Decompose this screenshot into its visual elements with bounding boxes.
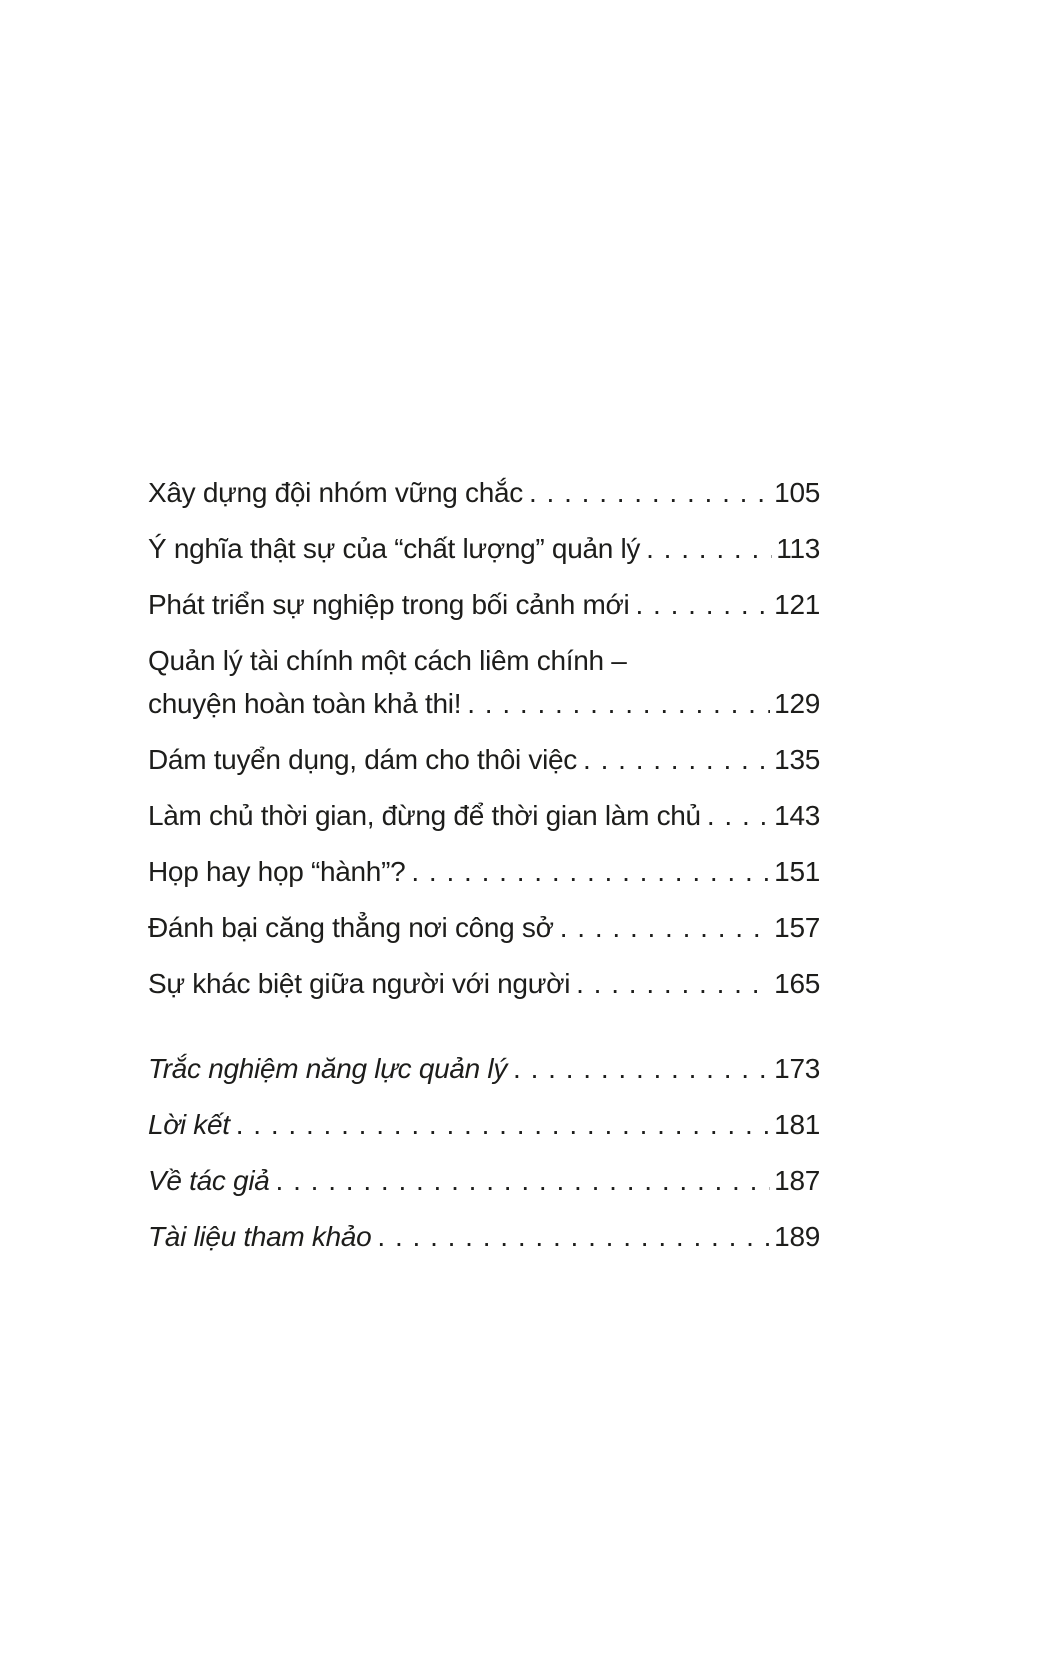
toc-entry-page: 113: [776, 533, 820, 564]
dot-leader: [635, 590, 770, 620]
toc-entry: [148, 913, 820, 943]
toc-entry-title: Sự khác biệt giữa người với người: [148, 968, 571, 999]
dot-leader: [646, 534, 772, 564]
dot-leader: [583, 745, 770, 775]
toc-entry: [148, 478, 820, 508]
toc-entry-title: Xây dựng đội nhóm vững chắc: [148, 477, 523, 508]
toc-entry: [148, 1054, 820, 1084]
dot-leader: [276, 1166, 771, 1196]
toc-entry-page: 165: [774, 968, 820, 999]
toc-entry-page: 151: [774, 856, 820, 887]
toc-entry: [148, 1222, 820, 1252]
toc-entry-title: Ý nghĩa thật sự của “chất lượng” quản lý: [148, 533, 641, 564]
toc-entry: [148, 590, 820, 620]
toc-entry-title: Đánh bại căng thẳng nơi công sở: [148, 912, 554, 943]
dot-leader: [513, 1054, 770, 1084]
toc-entry-page: 135: [774, 744, 820, 775]
toc-entry-page: 157: [774, 912, 820, 943]
toc-entry-page: 143: [774, 800, 820, 831]
toc-entry-line2: [148, 689, 820, 719]
toc-entry: [148, 801, 820, 831]
toc-entry: [148, 1166, 820, 1196]
toc-entry-title: Dám tuyển dụng, dám cho thôi việc: [148, 744, 578, 775]
toc-entry-title: Phát triển sự nghiệp trong bối cảnh mới: [148, 589, 630, 620]
toc-entry-page: 181: [774, 1109, 820, 1140]
toc-entry-page: 129: [774, 688, 820, 719]
toc-entry-line1: [148, 646, 820, 676]
dot-leader: [529, 478, 770, 508]
toc-entry-page: 187: [774, 1165, 820, 1196]
toc-entry: [148, 1110, 820, 1140]
toc-entry-title: Tài liệu tham khảo: [148, 1221, 372, 1252]
dot-leader: [576, 969, 770, 999]
dot-leader: [377, 1222, 770, 1252]
dot-leader: [560, 913, 770, 943]
toc-entry-title: Họp hay họp “hành”?: [148, 856, 406, 887]
toc-entry: [148, 745, 820, 775]
dot-leader: [467, 689, 770, 719]
toc-entry-page: 189: [774, 1221, 820, 1252]
toc-entry-page: 173: [774, 1053, 820, 1084]
toc-entry: [148, 534, 820, 564]
toc-entry-title: Trắc nghiệm năng lực quản lý: [148, 1053, 508, 1084]
dot-leader: [411, 857, 770, 887]
toc-entry: [148, 969, 820, 999]
table-of-contents: [148, 478, 820, 1278]
toc-entry: [148, 857, 820, 887]
toc-entry-title: Lời kết: [148, 1109, 230, 1140]
toc-entry-title: Quản lý tài chính một cách liêm chính –: [148, 645, 627, 676]
toc-entry-page: 121: [774, 589, 820, 620]
dot-leader: [707, 801, 770, 831]
toc-entry-title: chuyện hoàn toàn khả thi!: [148, 688, 462, 719]
toc-entry-page: 105: [774, 477, 820, 508]
dot-leader: [236, 1110, 770, 1140]
toc-entry-title: Làm chủ thời gian, đừng để thời gian làm chủ: [148, 800, 701, 831]
toc-entry-title: Về tác giả: [148, 1165, 270, 1196]
